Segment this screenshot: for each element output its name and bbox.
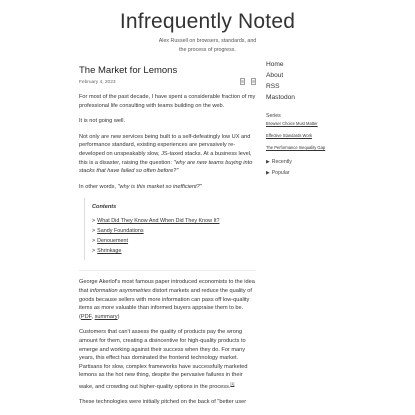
toc-title: Contents xyxy=(92,204,117,211)
post-meta xyxy=(79,78,256,90)
popular-label: Popular xyxy=(271,170,290,176)
nav-about[interactable]: About xyxy=(266,72,284,79)
toc-arrow-icon: > xyxy=(92,248,96,255)
recently-toggle[interactable] xyxy=(266,157,366,168)
paragraph xyxy=(79,278,256,321)
paragraph-emphasis: "why are new teams buying into stacks that have failed so often before?" xyxy=(79,159,253,175)
paragraph xyxy=(79,183,256,192)
toc-list xyxy=(92,216,256,256)
paragraph-text: In other words, xyxy=(79,183,118,190)
post-actions xyxy=(240,78,256,85)
toc-link[interactable]: What Did They Know And When Did They Know It? xyxy=(97,218,220,225)
triangle-right-icon: ▶ xyxy=(266,171,270,176)
series-heading: Series xyxy=(266,113,281,119)
footnote-link[interactable]: [1] xyxy=(230,381,235,386)
nav-mastodon[interactable]: Mastodon xyxy=(266,94,295,101)
sidebar xyxy=(266,59,366,179)
paragraph xyxy=(79,328,256,391)
recently-label: Recently xyxy=(271,159,292,165)
tagline-line-1: Alex Russell on browsers, standards, and xyxy=(158,38,257,44)
share-icon[interactable] xyxy=(251,78,256,85)
toc-link[interactable]: Denouement xyxy=(97,238,129,245)
table-of-contents xyxy=(84,198,256,260)
site-tagline xyxy=(0,37,415,55)
toc-arrow-icon: > xyxy=(92,218,96,225)
popular-toggle[interactable] xyxy=(266,168,366,179)
article xyxy=(79,65,256,414)
toc-item xyxy=(92,236,256,246)
toc-link[interactable]: Sandy Foundations xyxy=(97,228,144,235)
paragraph: These technologies were initially pitched on the back of "better user xyxy=(79,399,247,406)
toc-arrow-icon: > xyxy=(92,228,96,235)
paragraph-text: George Akerlof's most famous paper introduced economists to the idea that xyxy=(79,279,255,294)
nav-rss[interactable]: RSS xyxy=(266,83,280,90)
site-nav xyxy=(266,59,366,103)
paragraph-text: Not only are new services being built to a self-defeatingly low UX and performance standard, existing experiences are pervasively re-developed on unspeakably slow, JS-taxed stacks. At a business level, this is a disaster, raising the question: xyxy=(79,133,252,166)
bookmark-icon[interactable] xyxy=(240,78,245,85)
site-title[interactable]: Infrequently Noted xyxy=(119,10,296,33)
series-link[interactable]: Browser Choice Must Matter xyxy=(266,121,318,126)
series-link[interactable]: The Performance Inequality Gap xyxy=(266,145,326,150)
toc-item xyxy=(92,246,256,256)
toc-item xyxy=(92,216,256,226)
summary-link[interactable]: summary xyxy=(94,313,118,320)
paragraph-emphasis: information asymmetries xyxy=(89,287,151,294)
nav-home[interactable]: Home xyxy=(266,61,284,68)
paragraph-text: distort markets and reduce the quality of goods because sellers with more information can pass off low-quality items as more valuable than informed buyers appraise them to be. ( xyxy=(79,287,252,320)
toc-item xyxy=(92,226,256,236)
tagline-line-2: the process of progress. xyxy=(179,47,236,53)
post-body xyxy=(79,93,256,407)
paragraph: It is not going well. xyxy=(79,118,126,125)
toc-link[interactable]: Shrinkage xyxy=(97,248,122,255)
divider xyxy=(79,270,256,271)
paragraph xyxy=(79,133,256,176)
triangle-right-icon: ▶ xyxy=(266,160,270,165)
paragraph-text: ) xyxy=(117,313,120,320)
post-title[interactable]: The Market for Lemons xyxy=(79,65,178,76)
paragraph-emphasis: "why is this market so inefficient?" xyxy=(117,183,202,190)
post-date: February 4, 2023 xyxy=(79,80,116,85)
pdf-link[interactable]: PDF xyxy=(80,313,92,320)
paragraph-text: , xyxy=(91,313,95,320)
paragraph-text: Customers that can't assess the quality of products pay the wrong amount for them, creating a disincentive for high-quality products to emerge and working against their success when they do. For many years, this effect has dominated the frontend technology market. Partisans for slow, complex frameworks have successfully marketed lemons as the hot new thing, despite the pervasive failures in their wake, and crowding out higher-quality options in the process. xyxy=(79,329,248,390)
toc-arrow-icon: > xyxy=(92,238,96,245)
paragraph: For most of the past decade, I have spent a considerable fraction of my professional life consulting with teams building on the web. xyxy=(79,94,256,109)
series-link[interactable]: Effective Standards Work xyxy=(266,133,313,138)
